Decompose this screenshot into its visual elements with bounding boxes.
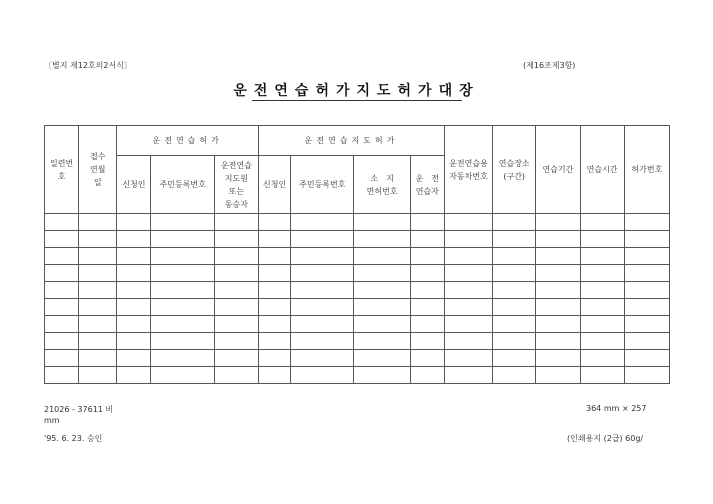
table-cell [410,333,444,350]
table-cell [151,299,214,316]
col-registration-number-2-header: 주민등록번호 [291,156,354,214]
table-cell [410,248,444,265]
table-cell [536,248,580,265]
table-cell [214,299,258,316]
table-cell [45,333,79,350]
table-cell [117,231,151,248]
table-cell [117,367,151,384]
table-cell [45,265,79,282]
table-cell [79,282,117,299]
table-row [45,316,670,333]
table-cell [493,248,536,265]
table-cell [624,316,669,333]
table-cell [291,316,354,333]
table-row [45,367,670,384]
table-cell [79,265,117,282]
table-cell [493,282,536,299]
table-cell [493,265,536,282]
table-cell [214,282,258,299]
table-cell [291,350,354,367]
page-title: 운전연습허가지도허가대장 [233,83,480,99]
table-cell [259,333,291,350]
table-cell [45,299,79,316]
table-cell [291,299,354,316]
paper-size-label: 364 mm × 257 [586,404,647,413]
table-cell [117,248,151,265]
table-row [45,299,670,316]
table-cell [624,333,669,350]
table-cell [580,367,624,384]
table-cell [45,214,79,231]
table-cell [536,231,580,248]
table-cell [259,282,291,299]
table-cell [214,214,258,231]
table-cell [580,265,624,282]
group-permit-header: 운전연습허가 [117,126,259,156]
table-cell [117,350,151,367]
table-cell [536,282,580,299]
col-vehicle-number-header: 운전연습용 자동차번호 [444,126,492,214]
table-cell [214,316,258,333]
table-cell [151,282,214,299]
table-cell [117,299,151,316]
table-cell [444,265,492,282]
table-cell [354,214,410,231]
table-cell [410,231,444,248]
table-cell [354,316,410,333]
table-header-row-1 [45,126,670,156]
table-cell [536,316,580,333]
paper-spec-label: (인쇄용지 (2급) 60g/ [567,434,644,443]
table-cell [410,282,444,299]
approval-date-label: '95. 6. 23. 승인 [44,434,103,443]
table-cell [444,214,492,231]
table-cell [444,299,492,316]
col-instructor-header: 운전연습 지도원 또는 동승자 [214,156,258,214]
table-cell [259,350,291,367]
table-cell [410,214,444,231]
table-cell [45,282,79,299]
table-cell [214,350,258,367]
col-received-date-header: 접수 연월 일 [79,126,117,214]
table-cell [79,367,117,384]
col-serial-header: 일련번 호 [45,126,79,214]
table-cell [151,214,214,231]
table-cell [536,214,580,231]
table-cell [151,316,214,333]
table-cell [291,367,354,384]
table-cell [117,282,151,299]
table-row [45,248,670,265]
table-cell [45,367,79,384]
col-applicant-1-header: 신청인 [117,156,151,214]
form-code-label: 21026 - 37611 비 mm [44,405,114,425]
table-cell [444,367,492,384]
table-cell [493,350,536,367]
table-cell [444,316,492,333]
table-cell [580,316,624,333]
table-cell [354,333,410,350]
table-cell [354,231,410,248]
table-cell [580,248,624,265]
group-instruct-header: 운전연습지도허가 [259,126,445,156]
table-cell [259,265,291,282]
table-cell [624,231,669,248]
table-cell [214,367,258,384]
table-row [45,231,670,248]
table-cell [624,299,669,316]
table-cell [79,214,117,231]
table-cell [151,248,214,265]
col-permit-number-header: 허가번호 [624,126,669,214]
table-cell [536,265,580,282]
table-cell [354,367,410,384]
table-cell [45,248,79,265]
table-cell [410,316,444,333]
table-cell [45,316,79,333]
table-cell [354,299,410,316]
table-cell [493,367,536,384]
table-cell [354,282,410,299]
table-cell [493,333,536,350]
table-cell [493,316,536,333]
table-cell [291,333,354,350]
table-cell [493,299,536,316]
article-reference-label: (제16조제3항) [523,61,576,70]
table-cell [580,333,624,350]
table-cell [79,316,117,333]
col-license-number-header: 소 지 면허번호 [354,156,410,214]
table-row [45,214,670,231]
table-cell [214,333,258,350]
table-cell [410,350,444,367]
col-period-header: 연습기간 [536,126,580,214]
col-place-header: 연습장소 (구간) [493,126,536,214]
table-cell [444,248,492,265]
table-cell [79,350,117,367]
table-cell [624,248,669,265]
table-cell [117,214,151,231]
table-cell [291,231,354,248]
title-underline [252,100,462,101]
table-cell [151,350,214,367]
table-cell [151,367,214,384]
table-cell [624,282,669,299]
table-cell [444,231,492,248]
table-cell [151,231,214,248]
table-cell [444,282,492,299]
table-cell [536,350,580,367]
table-row [45,350,670,367]
table-cell [354,265,410,282]
table-cell [624,214,669,231]
table-cell [624,265,669,282]
col-time-header: 연습시간 [580,126,624,214]
form-number-label: 〔별지 제12호의2서식〕 [44,61,132,70]
table-cell [493,214,536,231]
table-cell [259,367,291,384]
table-cell [444,350,492,367]
table-cell [79,299,117,316]
table-cell [259,231,291,248]
col-registration-number-1-header: 주민등록번호 [151,156,214,214]
table-cell [79,231,117,248]
table-cell [214,265,258,282]
col-applicant-2-header: 신청인 [259,156,291,214]
table-cell [79,248,117,265]
table-cell [536,367,580,384]
ledger-body [45,214,670,384]
table-cell [259,316,291,333]
table-cell [624,367,669,384]
table-cell [580,214,624,231]
table-cell [259,248,291,265]
table-cell [214,231,258,248]
table-cell [580,231,624,248]
table-cell [259,214,291,231]
table-cell [79,333,117,350]
table-cell [117,333,151,350]
table-cell [291,265,354,282]
table-cell [580,282,624,299]
table-cell [410,367,444,384]
table-cell [117,265,151,282]
col-driver-header: 운 전 연습자 [410,156,444,214]
table-cell [410,299,444,316]
table-cell [580,299,624,316]
table-cell [624,350,669,367]
table-cell [536,299,580,316]
table-cell [259,299,291,316]
table-cell [410,265,444,282]
table-cell [493,231,536,248]
table-cell [354,248,410,265]
table-cell [444,333,492,350]
table-cell [117,316,151,333]
table-cell [291,214,354,231]
table-cell [151,333,214,350]
table-cell [536,333,580,350]
table-row [45,282,670,299]
table-row [45,333,670,350]
ledger-table [44,125,670,384]
table-cell [291,282,354,299]
table-cell [45,350,79,367]
table-cell [45,231,79,248]
table-cell [151,265,214,282]
table-cell [214,248,258,265]
table-row [45,265,670,282]
table-cell [291,248,354,265]
table-cell [354,350,410,367]
table-cell [580,350,624,367]
